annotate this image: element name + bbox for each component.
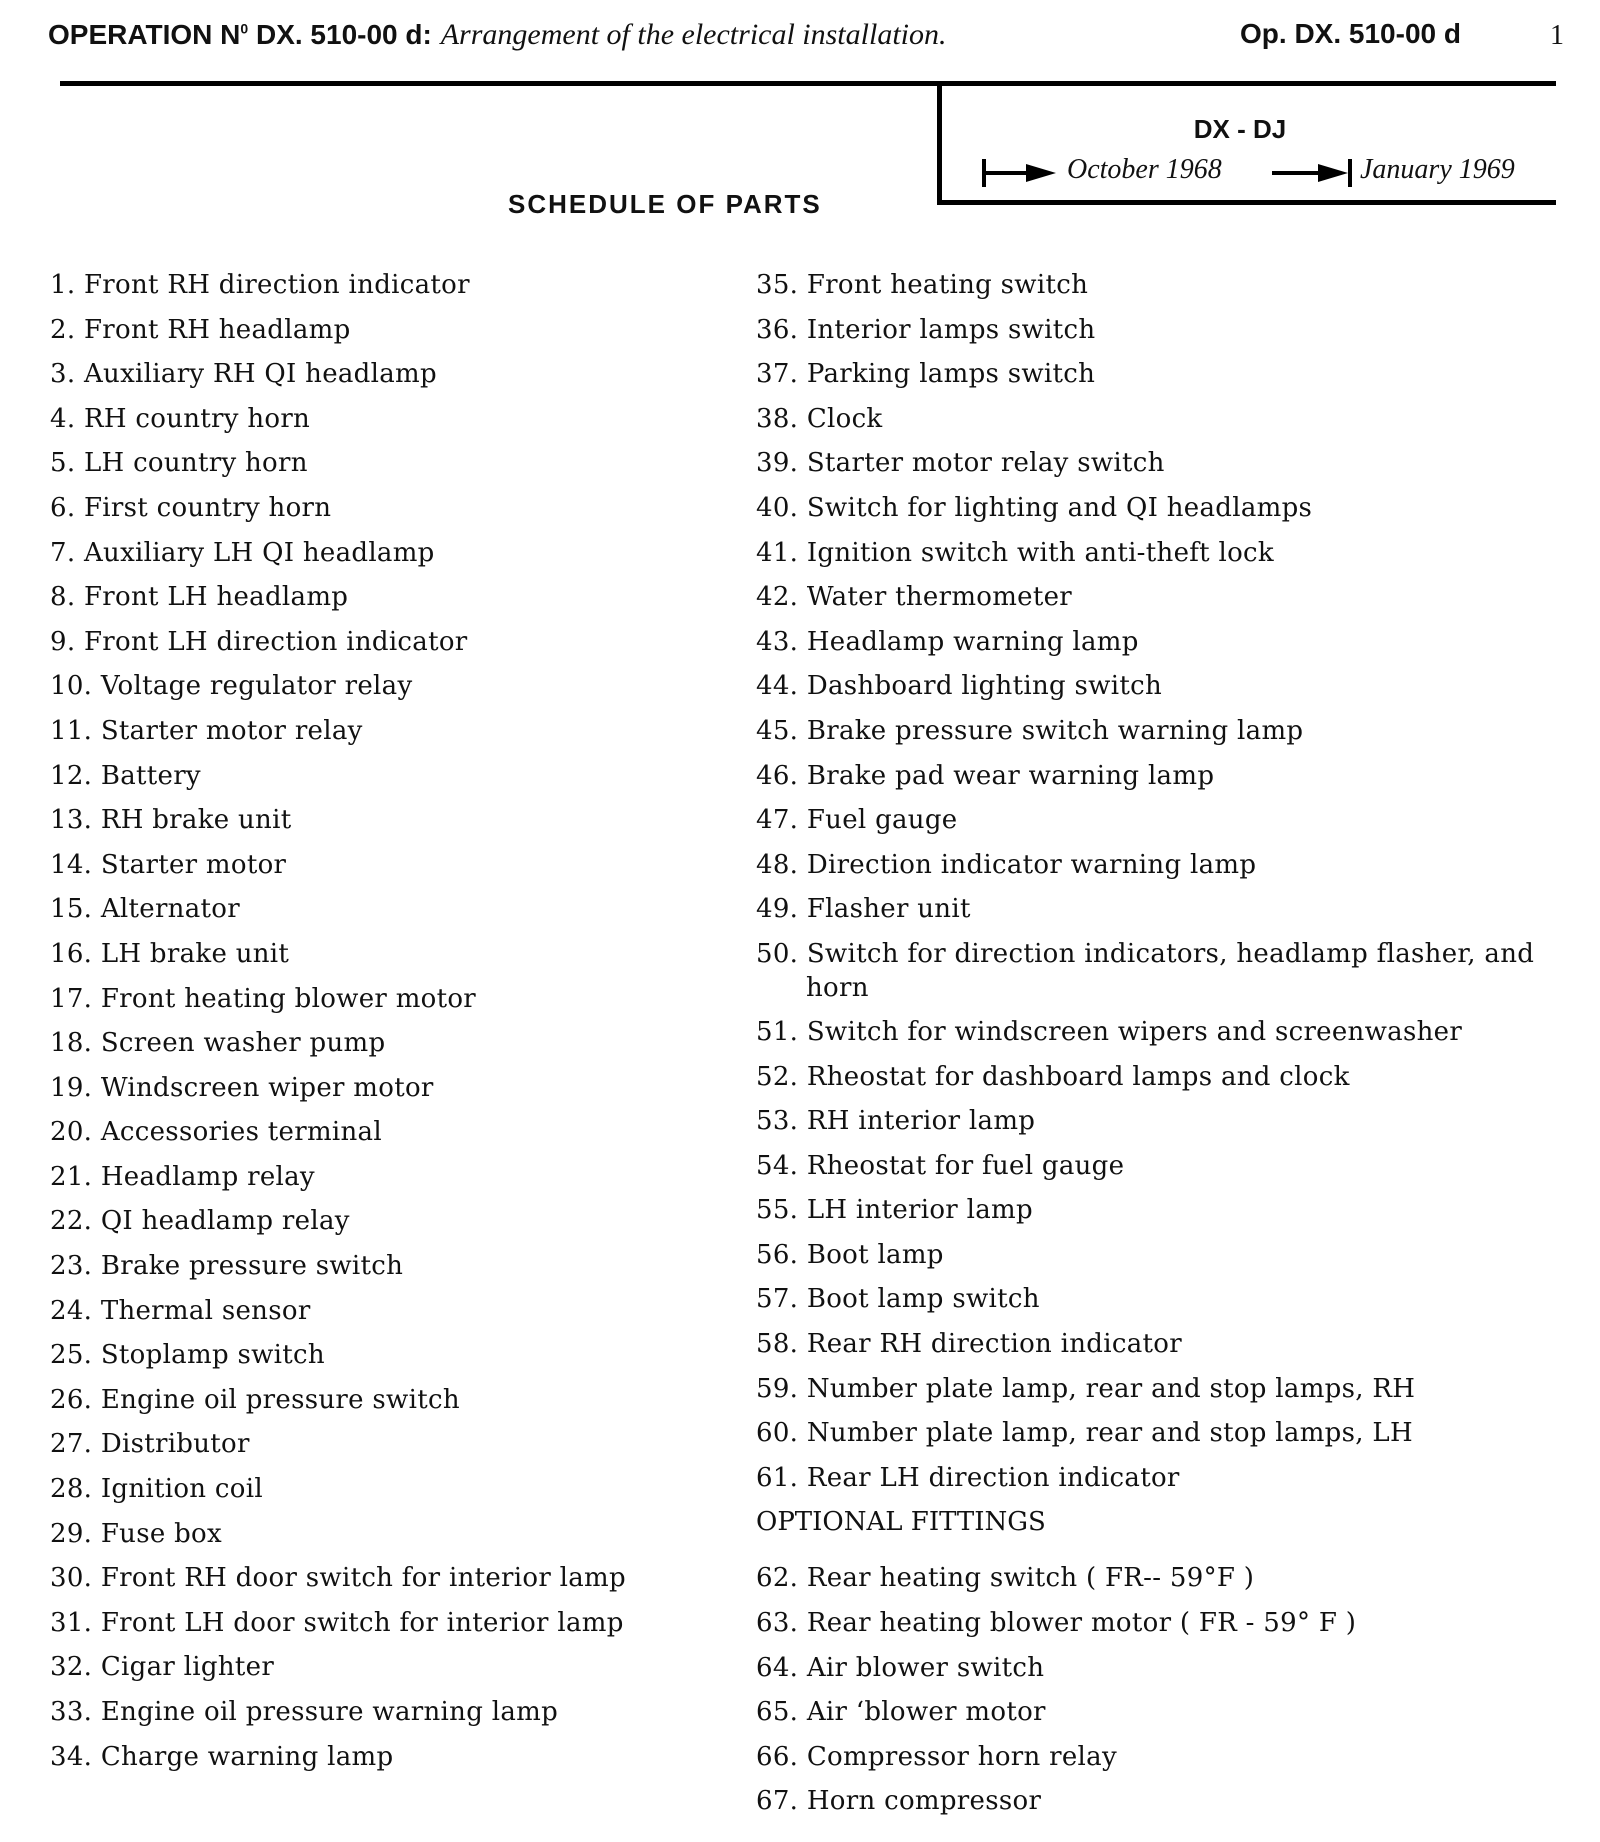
list-item: 8. Front LH headlamp (50, 582, 349, 613)
operation-label: OPERATION N (48, 19, 241, 50)
list-item: 57. Boot lamp switch (756, 1284, 1040, 1315)
list-item: 31. Front LH door switch for interior lamp (50, 1607, 624, 1638)
list-item: 19. Windscreen wiper motor (50, 1072, 434, 1103)
list-item: 20. Accessories terminal (50, 1117, 382, 1148)
parts-list-left (50, 268, 730, 1784)
list-item: 54. Rheostat for fuel gauge (756, 1150, 1125, 1181)
list-item: 4. RH country horn (50, 403, 311, 434)
list-item: 46. Brake pad wear warning lamp (756, 760, 1215, 791)
list-item: 44. Dashboard lighting switch (756, 671, 1162, 702)
valid-to-date: January 1969 (1360, 154, 1515, 185)
list-item: 22. QI headlamp relay (50, 1206, 350, 1237)
list-item: 23. Brake pressure switch (50, 1251, 404, 1282)
validity-box-left-rule (937, 81, 942, 205)
list-item: 34. Charge warning lamp (50, 1741, 394, 1772)
header-rule (60, 81, 1556, 86)
list-item: 27. Distributor (50, 1429, 250, 1460)
list-item: 53. RH interior lamp (756, 1106, 1036, 1137)
list-item: 67. Horn compressor (756, 1786, 1042, 1817)
list-item: 62. Rear heating switch ( FR-- 59°F ) (756, 1563, 1255, 1594)
operation-code: DX. 510-00 d: (248, 19, 432, 50)
valid-from-date: October 1968 (1067, 154, 1222, 185)
list-item: 66. Compressor horn relay (756, 1741, 1117, 1772)
list-item: 40. Switch for lighting and QI headlamps (756, 492, 1313, 523)
optional-fittings-heading: OPTIONAL FITTINGS (756, 1507, 1046, 1538)
list-item: 1. Front RH direction indicator (50, 270, 470, 300)
list-item: 28. Ignition coil (50, 1474, 263, 1505)
operation-superscript: 0 (240, 20, 249, 37)
list-item: 60. Number plate lamp, rear and stop lamps, LH (756, 1418, 1413, 1449)
list-item: 15. Alternator (50, 894, 240, 925)
operation-title (48, 18, 947, 52)
list-item: 63. Rear heating blower motor ( FR - 59° F ) (756, 1608, 1357, 1639)
list-item: 16. LH brake unit (50, 938, 290, 969)
to-arrow-icon (1270, 156, 1354, 190)
list-item: 58. Rear RH direction indicator (756, 1329, 1182, 1360)
list-item: 38. Clock (756, 403, 883, 434)
schedule-title: SCHEDULE OF PARTS (508, 189, 822, 219)
list-item: 39. Starter motor relay switch (756, 448, 1165, 479)
list-item: 59. Number plate lamp, rear and stop lamps, RH (756, 1373, 1416, 1404)
list-item: 11. Starter motor relay (50, 715, 363, 746)
list-item: 33. Engine oil pressure warning lamp (50, 1697, 559, 1727)
list-item: 32. Cigar lighter (50, 1652, 275, 1683)
model-label: DX - DJ (1193, 114, 1287, 144)
from-arrow-icon (980, 156, 1060, 190)
list-item: 10. Voltage regulator relay (50, 671, 413, 702)
list-item: 41. Ignition switch with anti-theft lock (756, 537, 1274, 568)
list-item: 49. Flasher unit (756, 894, 971, 925)
list-item: 29. Fuse box (50, 1518, 222, 1549)
operation-reference: Op. DX. 510-00 d (1240, 18, 1461, 49)
list-item: 51. Switch for windscreen wipers and screenwasher (756, 1016, 1463, 1047)
list-item: 61. Rear LH direction indicator (756, 1462, 1180, 1493)
list-item: 45. Brake pressure switch warning lamp (756, 715, 1304, 746)
list-item: 36. Interior lamps switch (756, 314, 1096, 345)
list-item: 17. Front heating blower motor (50, 983, 477, 1014)
list-item: 55. LH interior lamp (756, 1195, 1033, 1226)
list-item: 6. First country horn (50, 492, 332, 523)
list-item: 13. RH brake unit (50, 805, 292, 836)
list-item: 9. Front LH direction indicator (50, 626, 468, 657)
list-item: 50. Switch for direction indicators, headlamp flasher, and horn (756, 938, 1535, 1003)
list-item: 18. Screen washer pump (50, 1028, 386, 1059)
list-item: 65. Air ‘blower motor (756, 1697, 1046, 1728)
list-item: 52. Rheostat for dashboard lamps and clock (756, 1061, 1350, 1092)
list-item: 25. Stoplamp switch (50, 1340, 325, 1371)
list-item: 56. Boot lamp (756, 1239, 944, 1270)
list-item: 48. Direction indicator warning lamp (756, 849, 1257, 880)
parts-list-right (756, 268, 1556, 1829)
list-item: 14. Starter motor (50, 849, 287, 880)
list-item: 3. Auxiliary RH QI headlamp (50, 359, 437, 390)
operation-description: Arrangement of the electrical installation. (440, 18, 947, 51)
list-item: 2. Front RH headlamp (50, 314, 351, 345)
list-item: 37. Parking lamps switch (756, 359, 1096, 390)
list-item: 26. Engine oil pressure switch (50, 1384, 460, 1415)
list-item: 5. LH country horn (50, 448, 308, 479)
list-item: 47. Fuel gauge (756, 805, 958, 836)
page-number: 1 (1550, 20, 1564, 51)
list-item: 43. Headlamp warning lamp (756, 626, 1139, 657)
list-item: 21. Headlamp relay (50, 1161, 315, 1192)
list-item: 42. Water thermometer (756, 582, 1073, 613)
list-item: 35. Front heating switch (756, 270, 1089, 300)
list-item: 24. Thermal sensor (50, 1295, 311, 1326)
list-item: 64. Air blower switch (756, 1652, 1045, 1683)
list-item: 12. Battery (50, 760, 201, 791)
validity-box-bottom-rule (937, 200, 1556, 205)
list-item: 30. Front RH door switch for interior lamp (50, 1563, 626, 1594)
list-item: 7. Auxiliary LH QI headlamp (50, 537, 435, 568)
